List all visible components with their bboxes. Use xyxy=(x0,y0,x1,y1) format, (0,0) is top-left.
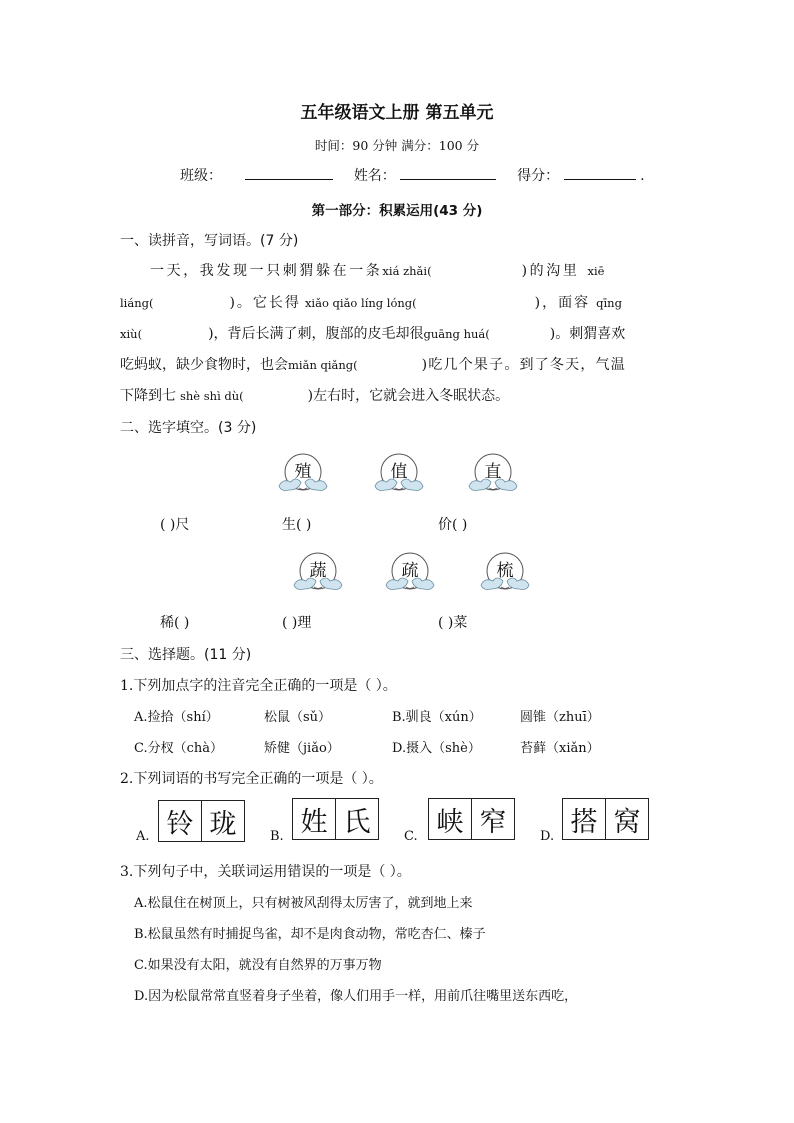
class-label: 班级： xyxy=(180,168,222,184)
fill-blank[interactable]: 稀( ) xyxy=(160,615,190,631)
fill-blank[interactable]: ( )尺 xyxy=(160,517,190,533)
section-2-heading: 二、选字填空。(3 分) xyxy=(120,420,257,436)
fill-blank[interactable]: 生( ) xyxy=(282,517,312,533)
question-3: 3.下列句子中，关联词运用错误的一项是（ ）。 xyxy=(120,864,411,880)
q1-option[interactable]: D.摄入（shè） xyxy=(392,741,481,756)
pinyin-prompt: liáng( xyxy=(120,296,154,310)
glyph-cell: 氏 xyxy=(335,799,378,839)
text-fragment: 下降到七 xyxy=(120,388,176,404)
part-heading: 第一部分：积累运用(43 分) xyxy=(311,203,483,219)
pinyin-prompt: shè shì dù( xyxy=(180,389,244,403)
q1-option[interactable]: C.分杈（chà） xyxy=(134,741,224,756)
exam-meta: 时间：90 分钟 满分：100 分 xyxy=(314,138,480,153)
pinyin-prompt: xiù( xyxy=(120,327,143,341)
glyph-cell: 铃 xyxy=(166,808,194,840)
q2-option-label[interactable]: D. xyxy=(540,829,555,844)
section-3-heading: 三、选择题。(11 分) xyxy=(120,647,252,663)
text-fragment: 一天，我发现一只刺猬躲在一条 xyxy=(150,263,383,279)
text-fragment: )，面容 xyxy=(534,295,591,311)
fill-blank[interactable]: ( )菜 xyxy=(438,615,468,631)
q1-option: 圆锥（zhuī） xyxy=(520,710,600,725)
text-fragment: )。刺猬喜欢 xyxy=(549,326,626,342)
char-cloud xyxy=(373,452,425,496)
q2-option-a-box[interactable] xyxy=(158,800,245,842)
choice-character: 蔬 xyxy=(309,561,327,581)
q2-option-label[interactable]: B. xyxy=(270,829,284,844)
pinyin-prompt: qīng xyxy=(596,296,622,310)
name-label: 姓名： xyxy=(353,168,396,184)
pinyin-prompt: xiē xyxy=(587,264,605,278)
pinyin-prompt: miǎn qiǎng( xyxy=(288,358,358,372)
name-blank[interactable] xyxy=(400,165,496,180)
sec1-line-5 xyxy=(120,385,509,405)
glyph-cell: 峡 xyxy=(436,806,464,838)
glyph-cell: 窝 xyxy=(605,799,648,839)
student-info-line xyxy=(180,165,645,185)
text-fragment: )，背后长满了刺，腹部的皮毛却很 xyxy=(208,326,424,342)
q2-option-label[interactable]: C. xyxy=(404,829,418,844)
q1-option: 苔藓（xiǎn） xyxy=(520,741,600,756)
sec1-line-4 xyxy=(120,354,626,374)
q1-option: 矫健（jiǎo） xyxy=(264,741,340,756)
score-blank[interactable] xyxy=(564,165,636,180)
q2-option-label[interactable]: A. xyxy=(136,829,150,844)
question-2: 2.下列词语的书写完全正确的一项是（ ）。 xyxy=(120,771,383,787)
q1-option[interactable]: A.捡拾（shí） xyxy=(134,710,219,725)
fill-blank[interactable]: ( )理 xyxy=(282,615,312,631)
q3-option[interactable]: D.因为松鼠常常直竖着身子坐着，像人们用手一样，用前爪往嘴里送东西吃， xyxy=(134,989,578,1004)
text-fragment: 吃蚂蚁，缺少食物时，也会 xyxy=(120,357,288,373)
glyph-cell: 珑 xyxy=(201,801,244,841)
glyph-cell: 搭 xyxy=(570,806,598,838)
char-cloud xyxy=(384,551,436,595)
glyph-cell: 窄 xyxy=(471,799,514,839)
sec1-line-2 xyxy=(120,292,622,312)
choice-character: 直 xyxy=(484,462,502,482)
q1-option[interactable]: B.驯良（xún） xyxy=(392,710,482,725)
char-cloud xyxy=(277,452,329,496)
sec1-line-1 xyxy=(150,260,604,280)
q2-option-c-box[interactable] xyxy=(428,798,515,840)
pinyin-prompt: guāng huá( xyxy=(423,327,490,341)
text-fragment: )的沟里 xyxy=(521,263,580,279)
choice-character: 梳 xyxy=(496,561,514,581)
q3-option[interactable]: A.松鼠住在树顶上，只有树被风刮得太厉害了，就到地上来 xyxy=(134,896,473,911)
q3-option[interactable]: C.如果没有太阳，就没有自然界的万事万物 xyxy=(134,958,382,973)
char-cloud xyxy=(479,551,531,595)
question-1: 1.下列加点字的注音完全正确的一项是（ ）。 xyxy=(120,678,397,694)
q2-option-d-box[interactable] xyxy=(562,798,649,840)
char-cloud xyxy=(467,452,519,496)
text-fragment: )吃几个果子。到了冬天，气温 xyxy=(421,357,626,373)
fill-blank[interactable]: 价( ) xyxy=(438,517,468,533)
pinyin-prompt: xiǎo qiǎo líng lóng( xyxy=(304,296,417,310)
glyph-cell: 姓 xyxy=(300,806,328,838)
choice-character: 殖 xyxy=(294,462,312,482)
text-fragment: )。它长得 xyxy=(229,295,301,311)
page-title: 五年级语文上册 第五单元 xyxy=(300,103,494,123)
section-1-heading: 一、读拼音，写词语。(7 分) xyxy=(120,233,299,249)
class-blank[interactable] xyxy=(245,165,333,180)
q1-option: 松鼠（sǔ） xyxy=(264,710,332,725)
q3-option[interactable]: B.松鼠虽然有时捕捉鸟雀，却不是肉食动物，常吃杏仁、榛子 xyxy=(134,927,486,942)
choice-character: 疏 xyxy=(401,561,419,581)
sec1-line-3 xyxy=(120,323,625,343)
choice-character: 值 xyxy=(390,462,408,482)
end-dot: . xyxy=(640,168,645,184)
pinyin-prompt: xiá zhǎi( xyxy=(382,264,432,278)
score-label: 得分： xyxy=(517,168,560,184)
q2-option-b-box[interactable] xyxy=(292,798,379,840)
char-cloud xyxy=(292,551,344,595)
text-fragment: )左右时，它就会进入冬眠状态。 xyxy=(307,388,510,404)
